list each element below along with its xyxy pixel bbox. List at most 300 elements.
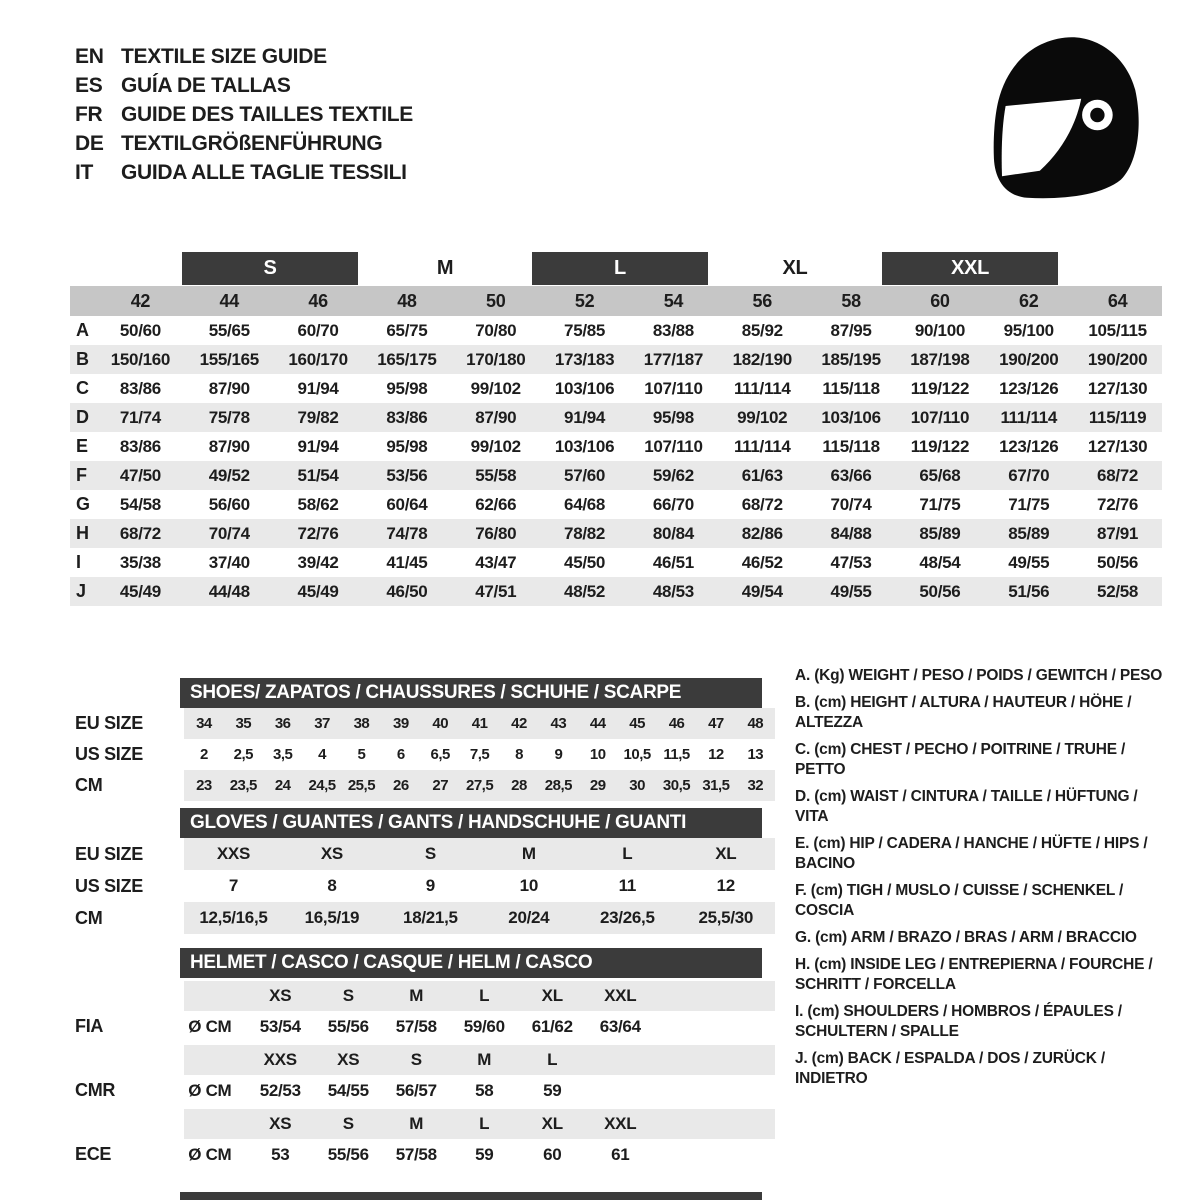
size-row-J: [70, 577, 1162, 606]
size-value: 91/94: [297, 378, 339, 398]
size-value: 160/170: [288, 349, 348, 369]
size-value: 123/126: [999, 378, 1059, 398]
gloves-table: [70, 808, 775, 934]
glove-us-size: 10: [519, 876, 538, 895]
helmet-size: S: [410, 1050, 422, 1069]
glove-eu-size: S: [424, 844, 436, 863]
size-value: 111/114: [733, 436, 791, 456]
size-value: 62/66: [475, 494, 517, 514]
helmet-size: XXS: [263, 1050, 297, 1069]
size-value: 99/102: [470, 436, 521, 456]
legend-item: I. (cm) SHOULDERS / HOMBROS / ÉPAULES / SCHULTERN / SPALLE: [795, 1003, 1122, 1040]
size-value: 85/92: [741, 320, 783, 340]
glove-cm: 12,5/16,5: [199, 908, 268, 927]
size-value: 52/58: [1097, 581, 1139, 601]
row-letter: C: [76, 378, 89, 398]
legend-item: B. (cm) HEIGHT / ALTURA / HAUTEUR / HÖHE / ALTEZZA: [795, 694, 1132, 731]
size-row-C: [70, 374, 1162, 403]
size-value: 82/86: [741, 523, 783, 543]
size-label-row: [70, 252, 1162, 286]
size-value: 37/40: [208, 552, 250, 572]
size-value: 45/49: [297, 581, 339, 601]
shoe-cm: 32: [747, 777, 764, 794]
size-label-m: M: [436, 257, 454, 279]
legend-item: J. (cm) BACK / ESPALDA / DOS / ZURÜCK / INDIETRO: [795, 1050, 1105, 1087]
shoe-eu-size: 36: [274, 715, 291, 732]
row-label-eu-size: EU SIZE: [75, 713, 143, 733]
shoe-eu-size: 42: [511, 715, 527, 732]
size-value: 51/54: [297, 465, 339, 485]
size-value: 46/51: [652, 552, 694, 572]
page-title: TEXTILGRÖßENFÜHRUNG: [121, 131, 383, 155]
size-value: 182/190: [732, 349, 792, 369]
numeric-size: 58: [841, 290, 861, 311]
size-value: 64/68: [564, 494, 606, 514]
size-value: 41/45: [386, 552, 428, 572]
size-value: 72/76: [1097, 494, 1139, 514]
shoe-us-size: 10: [589, 746, 606, 763]
size-value: 47/50: [119, 465, 161, 485]
size-row-A: [70, 316, 1162, 345]
shoe-eu-size: 41: [471, 715, 488, 732]
size-value: 63/66: [830, 465, 872, 485]
size-value: 83/86: [119, 378, 161, 398]
size-value: 107/110: [644, 436, 703, 456]
numeric-size-header: [70, 286, 1162, 316]
size-value: 91/94: [297, 436, 339, 456]
size-value: 173/183: [554, 349, 615, 369]
shoe-cm: 30,5: [662, 777, 691, 794]
size-value: 60/64: [386, 494, 428, 514]
helmet-fia-cm: 57/58: [395, 1016, 437, 1036]
size-value: 111/114: [733, 378, 791, 398]
size-value: 48/54: [919, 552, 961, 572]
row-letter: E: [76, 436, 88, 456]
row-label-cmr: CMR: [75, 1080, 116, 1100]
shoe-cm: 24,5: [308, 777, 336, 794]
size-row-D: [70, 403, 1162, 432]
shoe-eu-size: 39: [392, 715, 409, 732]
size-value: 58/62: [297, 494, 339, 514]
numeric-size: 60: [930, 290, 950, 311]
size-row-G: [70, 490, 1162, 519]
size-value: 99/102: [737, 407, 788, 427]
row-label-us-size: US SIZE: [75, 875, 143, 896]
size-value: 48/52: [564, 581, 606, 601]
row-label-cm: CM: [75, 775, 103, 795]
size-value: 103/106: [554, 436, 615, 456]
gloves-header: GLOVES / GUANTES / GANTS / HANDSCHUHE / GUANTI: [180, 808, 762, 838]
size-value: 105/115: [1088, 320, 1147, 340]
shoe-us-size: 2: [199, 746, 208, 763]
row-label-ece: ECE: [75, 1144, 112, 1164]
helmet-fia-cm: 53/54: [259, 1016, 301, 1036]
shoe-us-size: 13: [747, 746, 764, 763]
cropped-next-section-bar: [180, 1192, 762, 1200]
shoe-us-size: 12: [708, 746, 724, 763]
shoe-eu-size: 43: [550, 715, 567, 732]
shoe-us-size: 9: [554, 746, 563, 763]
glove-us-size: 7: [228, 876, 239, 895]
measurement-legend: [795, 666, 1171, 1096]
helmet-size: M: [477, 1050, 492, 1069]
shoe-cm: 27,5: [466, 777, 494, 794]
shoe-cm: 27: [432, 777, 449, 794]
size-value: 115/118: [822, 378, 880, 398]
size-value: 187/198: [910, 349, 970, 369]
helmet-table: [70, 948, 775, 1170]
gloves-eu-row: [70, 838, 775, 870]
size-value: 44/48: [208, 581, 250, 601]
page-title: GUIDA ALLE TAGLIE TESSILI: [121, 160, 407, 184]
shoe-eu-size: 46: [668, 715, 685, 732]
size-value: 87/90: [208, 378, 250, 398]
diameter-unit: Ø CM: [188, 1080, 232, 1100]
size-value: 87/90: [475, 407, 517, 427]
size-value: 59/62: [652, 465, 694, 485]
lang-code: ES: [75, 73, 103, 97]
size-value: 43/47: [475, 552, 517, 572]
row-letter: G: [76, 494, 90, 514]
gloves-us-row: [70, 870, 775, 902]
numeric-size: 50: [486, 290, 506, 311]
shoes-us-row: [70, 739, 775, 770]
lang-code: IT: [75, 160, 94, 184]
size-value: 127/130: [1087, 378, 1148, 398]
size-value: 170/180: [466, 349, 526, 369]
size-value: 107/110: [644, 378, 703, 398]
size-value: 55/65: [208, 320, 250, 340]
size-value: 54/58: [119, 494, 161, 514]
shoe-us-size: 2,5: [233, 746, 253, 763]
glove-eu-size: L: [622, 844, 633, 863]
size-value: 70/74: [208, 523, 250, 543]
size-value: 68/72: [1097, 465, 1139, 485]
size-value: 57/60: [564, 465, 606, 485]
size-value: 65/75: [386, 320, 428, 340]
shoe-us-size: 8: [515, 746, 523, 763]
title-block: [75, 42, 413, 187]
shoe-cm: 23,5: [229, 777, 257, 794]
shoe-us-size: 3,5: [273, 746, 293, 763]
page-title: TEXTILE SIZE GUIDE: [121, 44, 327, 68]
size-value: 95/98: [386, 378, 428, 398]
size-value: 78/82: [564, 523, 606, 543]
helmet-size: XL: [541, 1114, 563, 1133]
shoe-us-size: 6,5: [430, 746, 450, 763]
size-value: 190/200: [1087, 349, 1148, 369]
size-value: 85/89: [1008, 523, 1050, 543]
lang-code: EN: [75, 44, 104, 68]
shoe-eu-size: 48: [747, 715, 764, 732]
helmet-size: S: [342, 1114, 354, 1133]
size-value: 119/122: [910, 378, 970, 398]
shoe-cm: 23: [196, 777, 212, 794]
row-letter: D: [76, 407, 89, 427]
row-label-fia: FIA: [75, 1016, 104, 1036]
size-value: 84/88: [830, 523, 872, 543]
size-value: 107/110: [910, 407, 970, 427]
helmet-cmr-cm: 59: [543, 1080, 562, 1100]
legend-item: C. (cm) CHEST / PECHO / POITRINE / TRUHE / PETTO: [795, 741, 1126, 778]
shoe-eu-size: 47: [708, 715, 724, 732]
helmet-size: M: [409, 1114, 424, 1133]
size-value: 47/51: [475, 581, 517, 601]
size-value: 55/58: [475, 465, 517, 485]
shoe-eu-size: 38: [353, 715, 370, 732]
row-letter: J: [76, 581, 86, 601]
shoe-eu-size: 34: [196, 715, 212, 732]
size-value: 111/114: [1000, 407, 1058, 427]
title-it: [75, 158, 413, 187]
helmet-group-cmr: [70, 1045, 775, 1106]
size-value: 47/53: [830, 552, 872, 572]
helmet-size: M: [409, 986, 424, 1005]
size-value: 190/200: [999, 349, 1059, 369]
size-value: 61/63: [741, 465, 783, 485]
size-value: 87/90: [208, 436, 250, 456]
size-value: 87/91: [1097, 523, 1139, 543]
numeric-size: 62: [1019, 290, 1039, 311]
shoe-eu-size: 35: [235, 715, 252, 732]
legend-item: F. (cm) TIGH / MUSLO / CUISSE / SCHENKEL / COSCIA: [795, 882, 1124, 919]
size-value: 95/98: [652, 407, 694, 427]
helmet-fia-cm: 63/64: [599, 1016, 641, 1036]
legend-item: D. (cm) WAIST / CINTURA / TAILLE / HÜFTUNG / VITA: [795, 788, 1138, 825]
shoe-cm: 28,5: [544, 777, 572, 794]
size-value: 74/78: [386, 523, 428, 543]
title-fr: [75, 100, 413, 129]
size-value: 50/56: [919, 581, 961, 601]
helmet-size: XXL: [604, 986, 637, 1005]
size-value: 49/55: [830, 581, 872, 601]
glove-eu-size: XL: [715, 844, 737, 863]
size-value: 75/78: [208, 407, 250, 427]
size-value: 99/102: [470, 378, 521, 398]
size-label-xxl: XXL: [882, 252, 1058, 285]
size-value: 68/72: [741, 494, 783, 514]
size-value: 46/52: [741, 552, 783, 572]
helmet-ece-cm: 61: [611, 1144, 630, 1164]
size-value: 50/56: [1097, 552, 1139, 572]
helmet-ece-cm: 59: [475, 1144, 494, 1164]
shoe-eu-size: 44: [589, 715, 606, 732]
helmet-size: XS: [269, 986, 292, 1005]
size-value: 65/68: [919, 465, 961, 485]
size-value: 87/95: [830, 320, 872, 340]
size-label-l: L: [532, 252, 708, 285]
shoe-cm: 24: [274, 777, 291, 794]
size-value: 48/53: [652, 581, 694, 601]
size-label-s: S: [182, 252, 358, 285]
size-value: 71/75: [1008, 494, 1050, 514]
helmet-size: XS: [337, 1050, 360, 1069]
glove-eu-size: M: [521, 844, 536, 863]
size-value: 56/60: [208, 494, 250, 514]
numeric-size: 46: [308, 290, 328, 311]
title-en: [75, 42, 413, 71]
glove-us-size: 8: [327, 876, 337, 895]
helmet-size: L: [479, 986, 490, 1005]
glove-cm: 18/21,5: [403, 908, 458, 927]
size-value: 76/80: [475, 523, 517, 543]
size-row-B: [70, 345, 1162, 374]
helmet-size: L: [547, 1050, 558, 1069]
shoe-cm: 30: [629, 777, 645, 794]
size-value: 85/89: [919, 523, 961, 543]
size-value: 50/60: [119, 320, 161, 340]
glove-cm: 16,5/19: [304, 908, 360, 927]
helmet-fia-cm: 59/60: [463, 1016, 505, 1036]
size-value: 71/75: [919, 494, 961, 514]
shoe-eu-size: 37: [314, 715, 330, 732]
glove-us-size: 12: [716, 876, 735, 895]
shoe-cm: 29: [589, 777, 606, 794]
size-value: 95/100: [1003, 320, 1054, 340]
shoe-us-size: 4: [318, 746, 326, 763]
shoe-us-size: 10,5: [623, 746, 651, 763]
size-label-xl: XL: [782, 257, 808, 279]
helmet-ece-cm: 60: [543, 1144, 562, 1164]
shoe-cm: 26: [392, 777, 409, 794]
page-title: GUÍA DE TALLAS: [121, 73, 291, 97]
size-value: 177/187: [643, 349, 704, 369]
shoe-cm: 25,5: [347, 777, 376, 794]
shoe-eu-size: 40: [432, 715, 449, 732]
shoe-us-size: 11,5: [663, 746, 690, 763]
shoes-table: [70, 678, 775, 801]
title-de: [75, 129, 413, 158]
numeric-size: 42: [130, 290, 151, 311]
size-value: 83/86: [386, 407, 428, 427]
size-value: 83/86: [119, 436, 161, 456]
shoes-header: SHOES/ ZAPATOS / CHAUSSURES / SCHUHE / SCARPE: [180, 678, 762, 708]
size-value: 49/55: [1008, 552, 1050, 572]
size-value: 127/130: [1087, 436, 1148, 456]
size-value: 70/74: [830, 494, 872, 514]
helmet-fia-cm: 55/56: [327, 1016, 369, 1036]
helmet-size: XL: [541, 986, 563, 1005]
helmet-group-fia: [70, 981, 775, 1042]
size-value: 83/88: [652, 320, 694, 340]
size-value: 79/82: [297, 407, 339, 427]
row-letter: A: [76, 320, 89, 340]
page-title: GUIDE DES TAILLES TEXTILE: [121, 102, 413, 126]
glove-cm: 23/26,5: [599, 908, 655, 927]
helmet-header: HELMET / CASCO / CASQUE / HELM / CASCO: [180, 948, 762, 978]
shoe-us-size: 5: [357, 746, 366, 763]
size-value: 45/50: [564, 552, 606, 572]
size-value: 91/94: [564, 407, 606, 427]
size-value: 72/76: [297, 523, 339, 543]
helmet-group-ece: [70, 1109, 775, 1170]
row-letter: H: [76, 523, 89, 543]
size-value: 115/118: [822, 436, 880, 456]
helmet-size: L: [479, 1114, 490, 1133]
racing-helmet-icon: [975, 25, 1155, 205]
size-value: 45/49: [119, 581, 161, 601]
shoes-eu-row: [70, 708, 775, 739]
title-es: [75, 71, 413, 100]
size-value: 67/70: [1008, 465, 1050, 485]
numeric-size: 54: [663, 290, 684, 311]
glove-cm: 25,5/30: [698, 908, 754, 927]
helmet-cmr-cm: 56/57: [395, 1080, 437, 1100]
size-value: 115/119: [1088, 407, 1147, 427]
size-row-H: [70, 519, 1162, 548]
shoe-us-size: 6: [396, 746, 405, 763]
gloves-cm-row: [70, 902, 775, 934]
shoe-cm: 31,5: [702, 777, 730, 794]
size-value: 80/84: [652, 523, 694, 543]
size-value: 66/70: [652, 494, 694, 514]
helmet-size: XS: [269, 1114, 292, 1133]
helmet-cmr-cm: 58: [475, 1080, 494, 1100]
measurement-rows: [70, 316, 1162, 606]
size-value: 103/106: [554, 378, 615, 398]
size-value: 68/72: [119, 523, 161, 543]
main-size-table: [70, 252, 1162, 606]
size-value: 90/100: [914, 320, 966, 340]
glove-us-size: 9: [425, 876, 435, 895]
glove-eu-size: XS: [320, 844, 343, 863]
helmet-fia-cm: 61/62: [531, 1016, 573, 1036]
row-letter: F: [76, 465, 87, 485]
numeric-size: 56: [752, 290, 772, 311]
legend-item: E. (cm) HIP / CADERA / HANCHE / HÜFTE / HIPS / BACINO: [795, 835, 1148, 872]
size-value: 95/98: [386, 436, 428, 456]
helmet-ece-cm: 53: [271, 1144, 290, 1164]
size-value: 49/54: [741, 581, 783, 601]
helmet-ece-cm: 55/56: [327, 1144, 369, 1164]
legend-item: H. (cm) INSIDE LEG / ENTREPIERNA / FOURCHE / SCHRITT / FORCELLA: [795, 956, 1153, 993]
row-letter: I: [76, 552, 81, 572]
size-row-F: [70, 461, 1162, 490]
row-label-us-size: US SIZE: [75, 744, 143, 764]
size-value: 75/85: [564, 320, 606, 340]
lang-code: FR: [75, 102, 103, 126]
size-value: 123/126: [999, 436, 1059, 456]
legend-item: G. (cm) ARM / BRAZO / BRAS / ARM / BRACCIO: [795, 929, 1137, 946]
numeric-size: 48: [397, 290, 417, 311]
size-value: 155/165: [199, 349, 259, 369]
shoe-us-size: 7,5: [469, 746, 490, 763]
row-label-eu-size: EU SIZE: [75, 843, 143, 864]
numeric-size: 44: [219, 290, 239, 311]
diameter-unit: Ø CM: [188, 1016, 232, 1036]
helmet-size: S: [342, 986, 354, 1005]
numeric-size: 64: [1107, 290, 1128, 311]
size-value: 46/50: [386, 581, 428, 601]
shoes-cm-row: [70, 770, 775, 801]
glove-cm: 20/24: [508, 908, 550, 927]
helmet-ece-cm: 57/58: [395, 1144, 437, 1164]
helmet-size: XXL: [604, 1114, 637, 1133]
helmet-cmr-cm: 52/53: [259, 1080, 301, 1100]
size-value: 185/195: [821, 349, 881, 369]
size-value: 35/38: [119, 552, 161, 572]
size-value: 53/56: [386, 465, 428, 485]
numeric-size: 52: [574, 290, 595, 311]
shoe-eu-size: 45: [629, 715, 645, 732]
size-value: 51/56: [1008, 581, 1050, 601]
row-label-cm: CM: [75, 907, 103, 928]
glove-eu-size: XXS: [216, 844, 250, 863]
size-value: 60/70: [297, 320, 339, 340]
size-row-E: [70, 432, 1162, 461]
glove-us-size: 11: [618, 876, 636, 895]
size-value: 119/122: [910, 436, 970, 456]
